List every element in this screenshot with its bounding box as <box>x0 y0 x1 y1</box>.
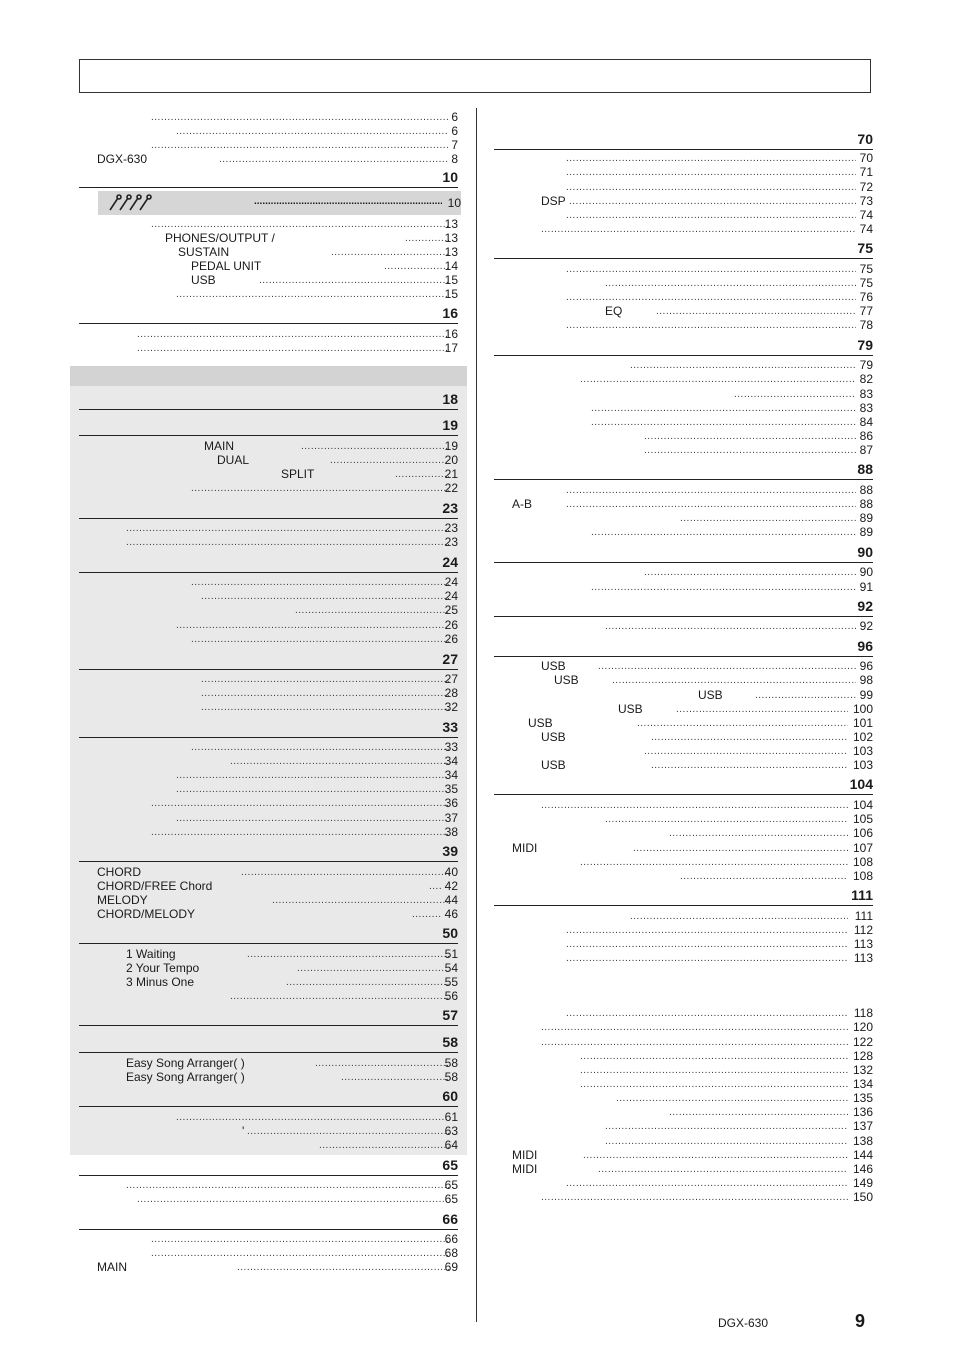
toc-entry[interactable]: DUAL ..... 20 <box>79 454 458 467</box>
toc-entry[interactable]: SUSTAIN ..... 13 <box>79 246 458 259</box>
toc-entry[interactable]: ..... 22 <box>79 482 458 495</box>
toc-entry[interactable]: MIDI ..... 107 <box>494 842 873 855</box>
toc-entry[interactable]: ..... 23 <box>79 522 458 535</box>
toc-entry[interactable]: ..... 112 <box>494 924 873 937</box>
toc-entry[interactable]: ..... 24 <box>79 576 458 589</box>
toc-entry[interactable]: ..... 149 <box>494 1177 873 1190</box>
toc-entry[interactable]: ..... 64 <box>79 1139 458 1152</box>
toc-entry[interactable]: ..... 78 <box>494 319 873 332</box>
toc-entry[interactable]: USB ..... 101 <box>494 717 873 730</box>
toc-entry[interactable]: ..... 74 <box>494 209 873 222</box>
toc-section-heading[interactable]: 79 <box>494 336 873 356</box>
toc-entry[interactable]: USB ..... 102 <box>494 731 873 744</box>
toc-entry[interactable]: ..... 136 <box>494 1106 873 1119</box>
toc-section-heading[interactable]: 70 <box>494 130 873 150</box>
toc-entry[interactable]: ..... 87 <box>494 444 873 457</box>
toc-entry[interactable]: ..... 84 <box>494 416 873 429</box>
toc-entry[interactable]: ..... 34 <box>79 755 458 768</box>
toc-entry[interactable]: ..... 75 <box>494 277 873 290</box>
toc-entry[interactable]: ..... 79 <box>494 359 873 372</box>
toc-entry[interactable]: ..... 92 <box>494 620 873 633</box>
toc-entry[interactable]: PEDAL UNIT ..... 14 <box>79 260 458 273</box>
toc-entry[interactable]: ' ..... 63 <box>79 1125 458 1138</box>
toc-entry[interactable]: ..... 23 <box>79 536 458 549</box>
toc-entry[interactable]: ..... 56 <box>79 990 458 1003</box>
toc-entry[interactable]: ..... 27 <box>79 673 458 686</box>
footer-model-name: DGX-630 <box>718 1316 769 1330</box>
toc-entry[interactable]: ..... 118 <box>494 1007 873 1020</box>
toc-section-heading[interactable]: 18 <box>79 390 458 410</box>
toc-entry[interactable]: DGX-630 ..... 8 <box>79 153 458 166</box>
toc-entry[interactable]: ..... 65 <box>79 1179 458 1192</box>
toc-entry[interactable]: ..... 91 <box>494 581 873 594</box>
toc-entry[interactable]: ..... 120 <box>494 1021 873 1034</box>
toc-section-heading[interactable]: 90 <box>494 543 873 563</box>
toc-entry[interactable]: ..... 72 <box>494 181 873 194</box>
toc-entry[interactable]: ..... 28 <box>79 687 458 700</box>
toc-entry[interactable]: ..... 15 <box>79 288 458 301</box>
toc-entry[interactable]: Easy Song Arranger( ) ..... 58 <box>79 1057 458 1070</box>
toc-entry[interactable]: SPLIT ..... 21 <box>79 468 458 481</box>
toc-entry[interactable]: ..... 106 <box>494 827 873 840</box>
toc-entry[interactable]: ..... 17 <box>79 342 458 355</box>
toc-entry[interactable]: USB ..... 100 <box>494 703 873 716</box>
toc-entry[interactable]: A-B ..... 88 <box>494 498 873 511</box>
toc-entry[interactable]: ..... 33 <box>79 741 458 754</box>
toc-entry[interactable]: ..... 113 <box>494 952 873 965</box>
toc-entry[interactable]: ..... 7 <box>79 139 458 152</box>
toc-entry[interactable]: ..... 113 <box>494 938 873 951</box>
toc-section-heading[interactable]: 57 <box>79 1006 458 1026</box>
toc-entry[interactable]: ..... 111 <box>494 910 873 923</box>
footer-page-number: 9 <box>855 1311 866 1331</box>
toc-section-heading[interactable]: 92 <box>494 597 873 617</box>
toc-section-heading[interactable]: 75 <box>494 239 873 259</box>
toc-entry[interactable]: ..... 36 <box>79 797 458 810</box>
toc-entry[interactable]: CHORD/MELODY ..... 46 <box>79 908 458 921</box>
toc-entry[interactable]: ..... 86 <box>494 430 873 443</box>
toc-entry[interactable]: ..... 105 <box>494 813 873 826</box>
toc-entry[interactable]: MIDI ..... 144 <box>494 1149 873 1162</box>
toc-section-heading[interactable]: 23 <box>79 499 458 519</box>
toc-entry[interactable]: USB ..... 15 <box>79 274 458 287</box>
toc-entry[interactable]: ..... 34 <box>79 769 458 782</box>
shaded-section-header-bar <box>70 366 467 386</box>
toc-entry[interactable]: ..... 74 <box>494 223 873 236</box>
toc-entry[interactable]: ..... 108 <box>494 870 873 883</box>
toc-section-heading[interactable]: 111 <box>494 886 873 906</box>
toc-entry[interactable]: ..... 132 <box>494 1064 873 1077</box>
toc-entry[interactable]: ..... 25 <box>79 604 458 617</box>
toc-entry[interactable]: ..... 103 <box>494 745 873 758</box>
toc-entry[interactable]: ..... 137 <box>494 1120 873 1133</box>
toc-entry[interactable]: ..... 24 <box>79 590 458 603</box>
toc-entry[interactable]: ..... 26 <box>79 633 458 646</box>
toc-entry[interactable]: ..... 138 <box>494 1135 873 1148</box>
toc-section-heading[interactable]: 104 <box>494 775 873 795</box>
toc-section-heading[interactable]: 27 <box>79 650 458 670</box>
toc-section-heading[interactable]: 65 <box>79 1156 458 1176</box>
toc-entry[interactable]: MAIN ..... 19 <box>79 440 458 453</box>
toc-entry[interactable]: ..... 61 <box>79 1111 458 1124</box>
toc-entry[interactable]: ..... 88 <box>494 484 873 497</box>
toc-section-heading[interactable]: 66 <box>79 1210 458 1230</box>
toc-entry[interactable]: 3 Minus One ..... 55 <box>79 976 458 989</box>
toc-entry[interactable]: ..... 134 <box>494 1078 873 1091</box>
toc-entry[interactable]: ..... 66 <box>79 1233 458 1246</box>
toc-entry[interactable]: ..... 108 <box>494 856 873 869</box>
toc-section-heading[interactable]: 24 <box>79 553 458 573</box>
column-divider <box>476 108 477 1322</box>
toc-entry[interactable]: ..... 90 <box>494 566 873 579</box>
toc-section-heading[interactable]: 96 <box>494 637 873 657</box>
toc-entry[interactable]: ..... 89 <box>494 526 873 539</box>
toc-entry[interactable]: ..... 32 <box>79 701 458 714</box>
toc-entry[interactable]: ..... 83 <box>494 388 873 401</box>
toc-entry[interactable]: ..... 35 <box>79 783 458 796</box>
toc-entry[interactable]: USB ..... 96 <box>494 660 873 673</box>
toc-section-heading[interactable]: 16 <box>79 304 458 324</box>
toc-entry[interactable]: ..... 104 <box>494 799 873 812</box>
toc-entry[interactable]: ..... 65 <box>79 1193 458 1206</box>
toc-entry[interactable]: 2 Your Tempo ..... 54 <box>79 962 458 975</box>
toc-entry[interactable]: Easy Song Arranger( ) ..... 58 <box>79 1071 458 1084</box>
toc-entry[interactable]: ..... 70 <box>494 152 873 165</box>
toc-section-heading[interactable]: 50 <box>79 924 458 944</box>
quick-guide-icon <box>108 194 160 217</box>
toc-entry[interactable]: ..... 82 <box>494 373 873 386</box>
toc-entry[interactable]: ..... 37 <box>79 812 458 825</box>
toc-feature-row[interactable]: ..... 10 <box>98 191 461 215</box>
toc-entry[interactable]: ..... 68 <box>79 1247 458 1260</box>
toc-entry[interactable]: MELODY ..... 44 <box>79 894 458 907</box>
toc-entry[interactable]: MIDI ..... 146 <box>494 1163 873 1176</box>
toc-entry[interactable]: ..... 13 <box>79 218 458 231</box>
toc-entry[interactable]: CHORD ..... 40 <box>79 866 458 879</box>
toc-section-heading[interactable]: 10 <box>79 168 458 188</box>
toc-entry[interactable]: ..... 6 <box>79 111 458 124</box>
toc-section-heading[interactable]: 33 <box>79 718 458 738</box>
toc-entry[interactable]: ..... 16 <box>79 328 458 341</box>
toc-entry[interactable]: ..... 71 <box>494 166 873 179</box>
toc-entry[interactable]: USB ..... 98 <box>494 674 873 687</box>
toc-entry[interactable]: ..... 26 <box>79 619 458 632</box>
toc-entry[interactable]: USB ..... 99 <box>494 689 873 702</box>
toc-section-heading[interactable]: 39 <box>79 842 458 862</box>
toc-entry[interactable]: ..... 122 <box>494 1036 873 1049</box>
toc-entry[interactable]: ..... 150 <box>494 1191 873 1204</box>
toc-entry[interactable]: USB ..... 103 <box>494 759 873 772</box>
toc-entry[interactable]: ..... 135 <box>494 1092 873 1105</box>
toc-section-heading[interactable]: 88 <box>494 460 873 480</box>
toc-entry[interactable]: DSP ..... 73 <box>494 195 873 208</box>
toc-entry[interactable]: ..... 75 <box>494 263 873 276</box>
toc-section-heading[interactable]: 58 <box>79 1033 458 1053</box>
toc-entry[interactable]: ..... 89 <box>494 512 873 525</box>
toc-section-heading[interactable]: 60 <box>79 1087 458 1107</box>
toc-entry[interactable]: MAIN ..... 69 <box>79 1261 458 1274</box>
toc-entry[interactable]: EQ ..... 77 <box>494 305 873 318</box>
toc-entry[interactable]: ..... 6 <box>79 125 458 138</box>
title-box <box>79 59 871 93</box>
toc-entry[interactable]: ..... 83 <box>494 402 873 415</box>
toc-section-heading[interactable]: 19 <box>79 416 458 436</box>
toc-entry[interactable]: CHORD/FREE Chord ..... 42 <box>79 880 458 893</box>
toc-entry[interactable]: ..... 128 <box>494 1050 873 1063</box>
toc-entry[interactable]: PHONES/OUTPUT / ..... 13 <box>79 232 458 245</box>
toc-entry[interactable]: 1 Waiting ..... 51 <box>79 948 458 961</box>
toc-entry[interactable]: ..... 38 <box>79 826 458 839</box>
toc-entry[interactable]: ..... 76 <box>494 291 873 304</box>
